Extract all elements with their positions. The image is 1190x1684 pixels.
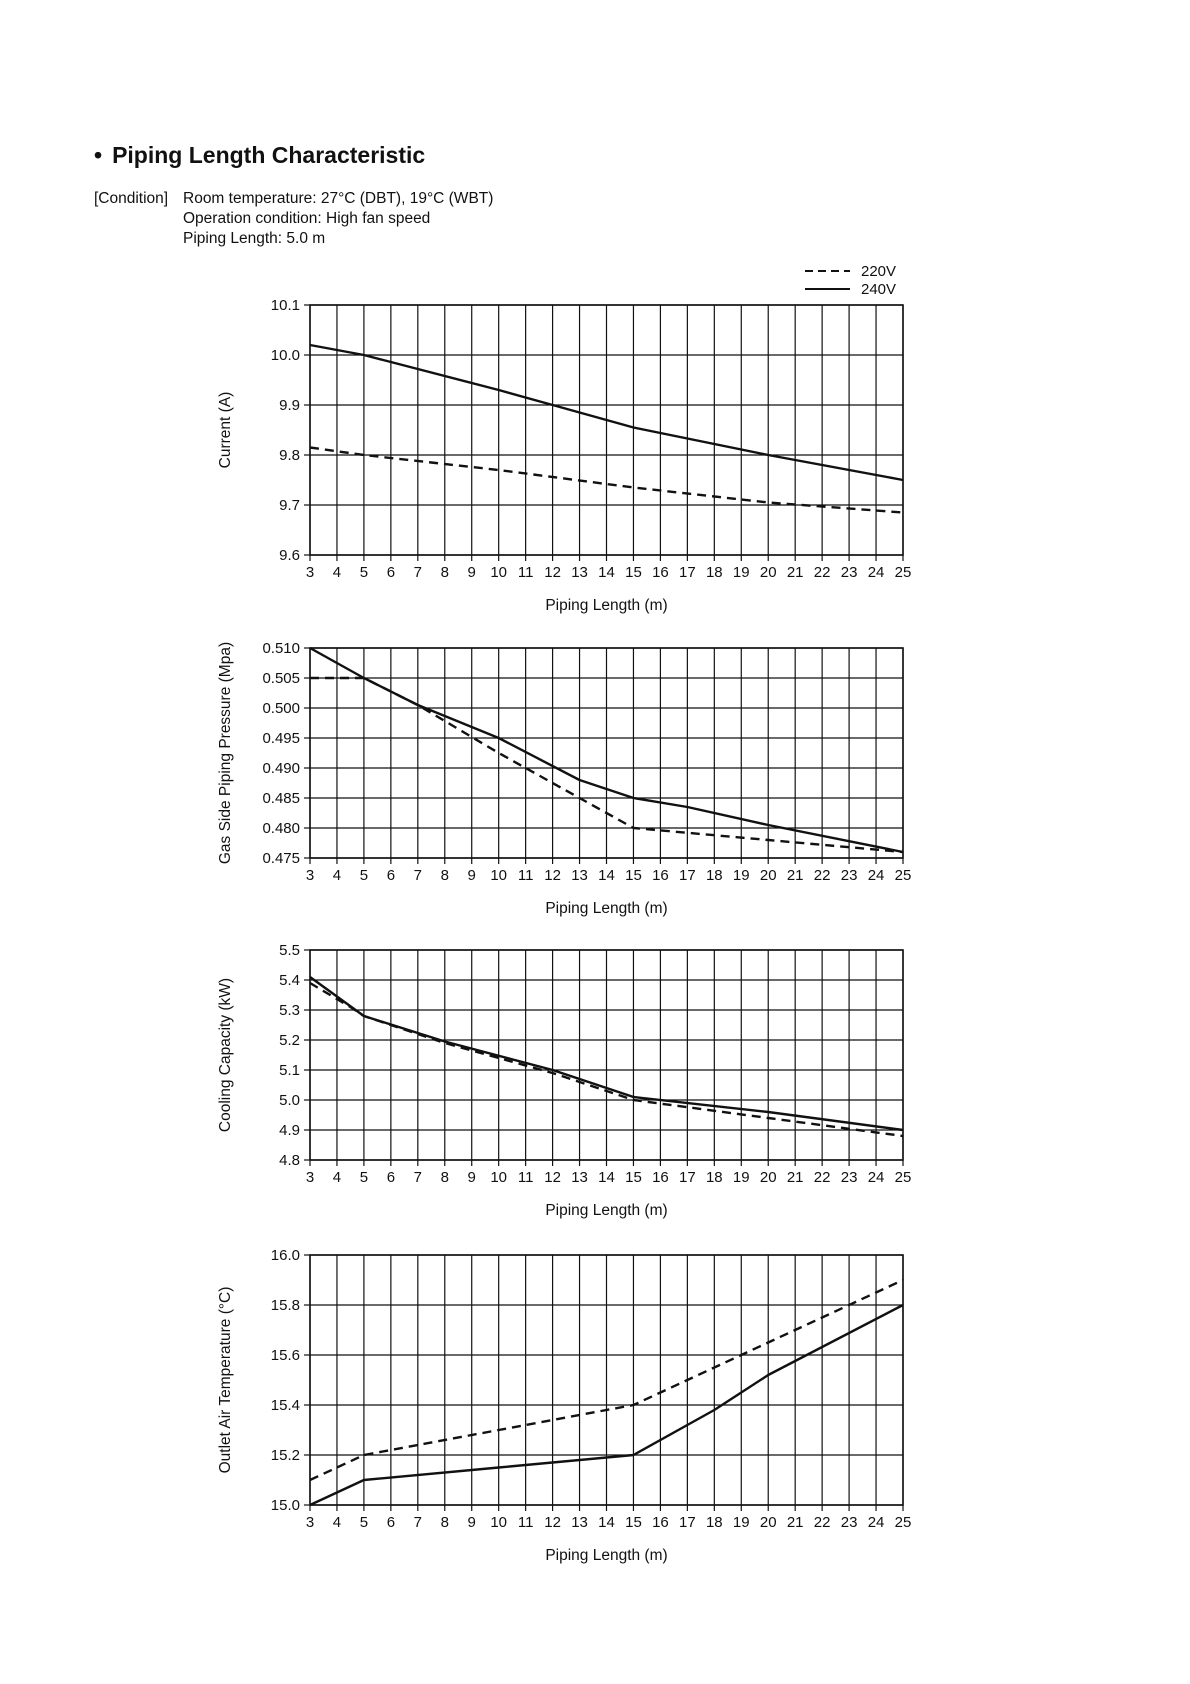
page-title: Piping Length Characteristic — [112, 142, 426, 168]
x-tick-label: 23 — [840, 867, 858, 884]
y-tick-label: 0.495 — [262, 730, 300, 747]
x-tick-label: 5 — [359, 1169, 369, 1186]
x-tick-label: 11 — [517, 1514, 534, 1531]
x-tick-label: 25 — [894, 867, 912, 884]
y-tick-label: 0.500 — [262, 700, 300, 717]
x-tick-label: 24 — [867, 564, 885, 581]
x-tick-label: 17 — [679, 1169, 696, 1186]
x-tick-label: 17 — [679, 564, 696, 581]
x-tick-label: 21 — [786, 1169, 804, 1186]
x-tick-label: 9 — [467, 564, 476, 581]
y-tick-label: 16.0 — [270, 1247, 300, 1264]
x-tick-label: 6 — [386, 564, 396, 581]
y-tick-label: 5.0 — [279, 1092, 300, 1109]
x-tick-label: 9 — [467, 1169, 476, 1186]
x-tick-label: 8 — [440, 1169, 449, 1186]
x-tick-label: 13 — [571, 867, 588, 884]
x-tick-label: 23 — [840, 1169, 858, 1186]
x-tick-label: 15 — [625, 564, 642, 581]
x-tick-label: 13 — [571, 1169, 588, 1186]
y-tick-label: 0.475 — [262, 850, 300, 867]
x-tick-label: 12 — [544, 564, 561, 581]
condition-piping-length: Piping Length: 5.0 m — [183, 230, 326, 247]
x-tick-label: 15 — [625, 1169, 642, 1186]
x-tick-label: 21 — [786, 564, 804, 581]
x-tick-label: 12 — [544, 867, 561, 884]
y-tick-label: 4.9 — [279, 1122, 300, 1139]
x-tick-label: 22 — [813, 1169, 831, 1186]
y-tick-label: 5.1 — [279, 1062, 300, 1079]
x-tick-label: 22 — [813, 564, 831, 581]
x-tick-label: 21 — [786, 867, 804, 884]
x-tick-label: 18 — [705, 1169, 723, 1186]
x-tick-label: 24 — [867, 867, 885, 884]
condition-operation: Operation condition: High fan speed — [183, 210, 431, 227]
x-tick-label: 19 — [732, 1514, 750, 1531]
x-tick-label: 4 — [332, 1169, 342, 1186]
x-tick-label: 7 — [413, 1514, 422, 1531]
x-tick-label: 7 — [413, 867, 422, 884]
chart-current — [217, 297, 911, 614]
y-tick-label: 10.0 — [270, 347, 300, 364]
x-tick-label: 16 — [652, 1169, 669, 1186]
x-tick-label: 8 — [440, 867, 449, 884]
x-tick-label: 19 — [732, 867, 750, 884]
chart-pressure — [217, 640, 911, 917]
x-tick-label: 15 — [625, 867, 642, 884]
x-tick-label: 20 — [759, 1514, 777, 1531]
x-tick-label: 18 — [705, 564, 723, 581]
x-tick-label: 8 — [440, 1514, 449, 1531]
condition-label: [Condition] — [94, 190, 169, 207]
x-tick-label: 25 — [894, 1169, 912, 1186]
x-tick-label: 10 — [490, 867, 508, 884]
x-tick-label: 12 — [544, 1169, 561, 1186]
x-tick-label: 3 — [305, 564, 315, 581]
y-tick-label: 15.6 — [270, 1347, 300, 1364]
x-tick-label: 19 — [732, 564, 750, 581]
x-tick-label: 16 — [652, 1514, 669, 1531]
x-tick-label: 3 — [305, 1169, 315, 1186]
y-tick-label: 15.8 — [270, 1297, 300, 1314]
x-axis-label: Piping Length (m) — [545, 1202, 668, 1219]
y-tick-label: 15.0 — [270, 1497, 300, 1514]
x-tick-label: 15 — [625, 1514, 642, 1531]
x-tick-label: 11 — [517, 564, 534, 581]
x-tick-label: 14 — [598, 867, 615, 884]
x-tick-label: 25 — [894, 1514, 912, 1531]
x-tick-label: 16 — [652, 564, 669, 581]
x-tick-label: 3 — [305, 867, 315, 884]
x-tick-label: 16 — [652, 867, 669, 884]
bullet-icon: • — [94, 142, 103, 168]
y-tick-label: 9.9 — [279, 397, 300, 414]
y-tick-label: 5.2 — [279, 1032, 300, 1049]
x-tick-label: 11 — [517, 867, 534, 884]
condition-room-temperature: Room temperature: 27°C (DBT), 19°C (WBT) — [183, 190, 494, 207]
x-tick-label: 8 — [440, 564, 449, 581]
y-tick-label: 9.6 — [279, 547, 300, 564]
x-tick-label: 10 — [490, 564, 508, 581]
x-tick-label: 4 — [332, 1514, 342, 1531]
x-tick-label: 6 — [386, 867, 396, 884]
y-tick-label: 5.4 — [279, 972, 300, 989]
y-tick-label: 5.3 — [279, 1002, 300, 1019]
x-tick-label: 4 — [332, 867, 342, 884]
x-tick-label: 5 — [359, 867, 369, 884]
y-tick-label: 0.490 — [262, 760, 300, 777]
x-tick-label: 18 — [705, 1514, 723, 1531]
x-tick-label: 11 — [517, 1169, 534, 1186]
x-tick-label: 20 — [759, 867, 777, 884]
x-axis-label: Piping Length (m) — [545, 1547, 668, 1564]
legend-220v-label: 220V — [861, 263, 897, 280]
y-tick-label: 0.505 — [262, 670, 300, 687]
x-tick-label: 14 — [598, 1514, 615, 1531]
x-tick-label: 20 — [759, 1169, 777, 1186]
y-axis-label: Outlet Air Temperature (°C) — [217, 1286, 234, 1474]
x-tick-label: 10 — [490, 1169, 508, 1186]
x-tick-label: 20 — [759, 564, 777, 581]
y-tick-label: 9.7 — [279, 497, 300, 514]
y-axis-label: Gas Side Piping Pressure (Mpa) — [217, 641, 234, 865]
y-axis-label: Cooling Capacity (kW) — [217, 977, 234, 1133]
y-tick-label: 0.480 — [262, 820, 300, 837]
x-tick-label: 23 — [840, 564, 858, 581]
x-tick-label: 9 — [467, 867, 476, 884]
x-tick-label: 17 — [679, 1514, 696, 1531]
x-tick-label: 25 — [894, 564, 912, 581]
y-tick-label: 15.2 — [270, 1447, 300, 1464]
chart-capacity — [217, 942, 911, 1219]
chart-outlet-temp — [217, 1247, 911, 1564]
y-tick-label: 0.485 — [262, 790, 300, 807]
y-tick-label: 10.1 — [270, 297, 300, 314]
x-tick-label: 13 — [571, 1514, 588, 1531]
x-axis-label: Piping Length (m) — [545, 900, 668, 917]
x-tick-label: 5 — [359, 564, 369, 581]
x-tick-label: 6 — [386, 1514, 396, 1531]
x-tick-label: 7 — [413, 1169, 422, 1186]
x-tick-label: 24 — [867, 1169, 885, 1186]
y-tick-label: 5.5 — [279, 942, 300, 959]
x-tick-label: 18 — [705, 867, 723, 884]
y-tick-label: 4.8 — [279, 1152, 300, 1169]
x-tick-label: 14 — [598, 1169, 615, 1186]
x-tick-label: 12 — [544, 1514, 561, 1531]
x-tick-label: 19 — [732, 1169, 750, 1186]
x-tick-label: 9 — [467, 1514, 476, 1531]
x-tick-label: 3 — [305, 1514, 315, 1531]
y-tick-label: 9.8 — [279, 447, 300, 464]
x-tick-label: 24 — [867, 1514, 885, 1531]
x-tick-label: 6 — [386, 1169, 396, 1186]
y-tick-label: 0.510 — [262, 640, 300, 657]
x-tick-label: 13 — [571, 564, 588, 581]
x-tick-label: 7 — [413, 564, 422, 581]
y-tick-label: 15.4 — [270, 1397, 300, 1414]
legend-240v-label: 240V — [861, 281, 897, 298]
x-tick-label: 4 — [332, 564, 342, 581]
x-tick-label: 22 — [813, 1514, 831, 1531]
x-tick-label: 23 — [840, 1514, 858, 1531]
x-tick-label: 21 — [786, 1514, 804, 1531]
x-tick-label: 10 — [490, 1514, 508, 1531]
x-tick-label: 17 — [679, 867, 696, 884]
x-tick-label: 22 — [813, 867, 831, 884]
x-tick-label: 5 — [359, 1514, 369, 1531]
x-axis-label: Piping Length (m) — [545, 597, 668, 614]
y-axis-label: Current (A) — [217, 391, 234, 469]
x-tick-label: 14 — [598, 564, 615, 581]
